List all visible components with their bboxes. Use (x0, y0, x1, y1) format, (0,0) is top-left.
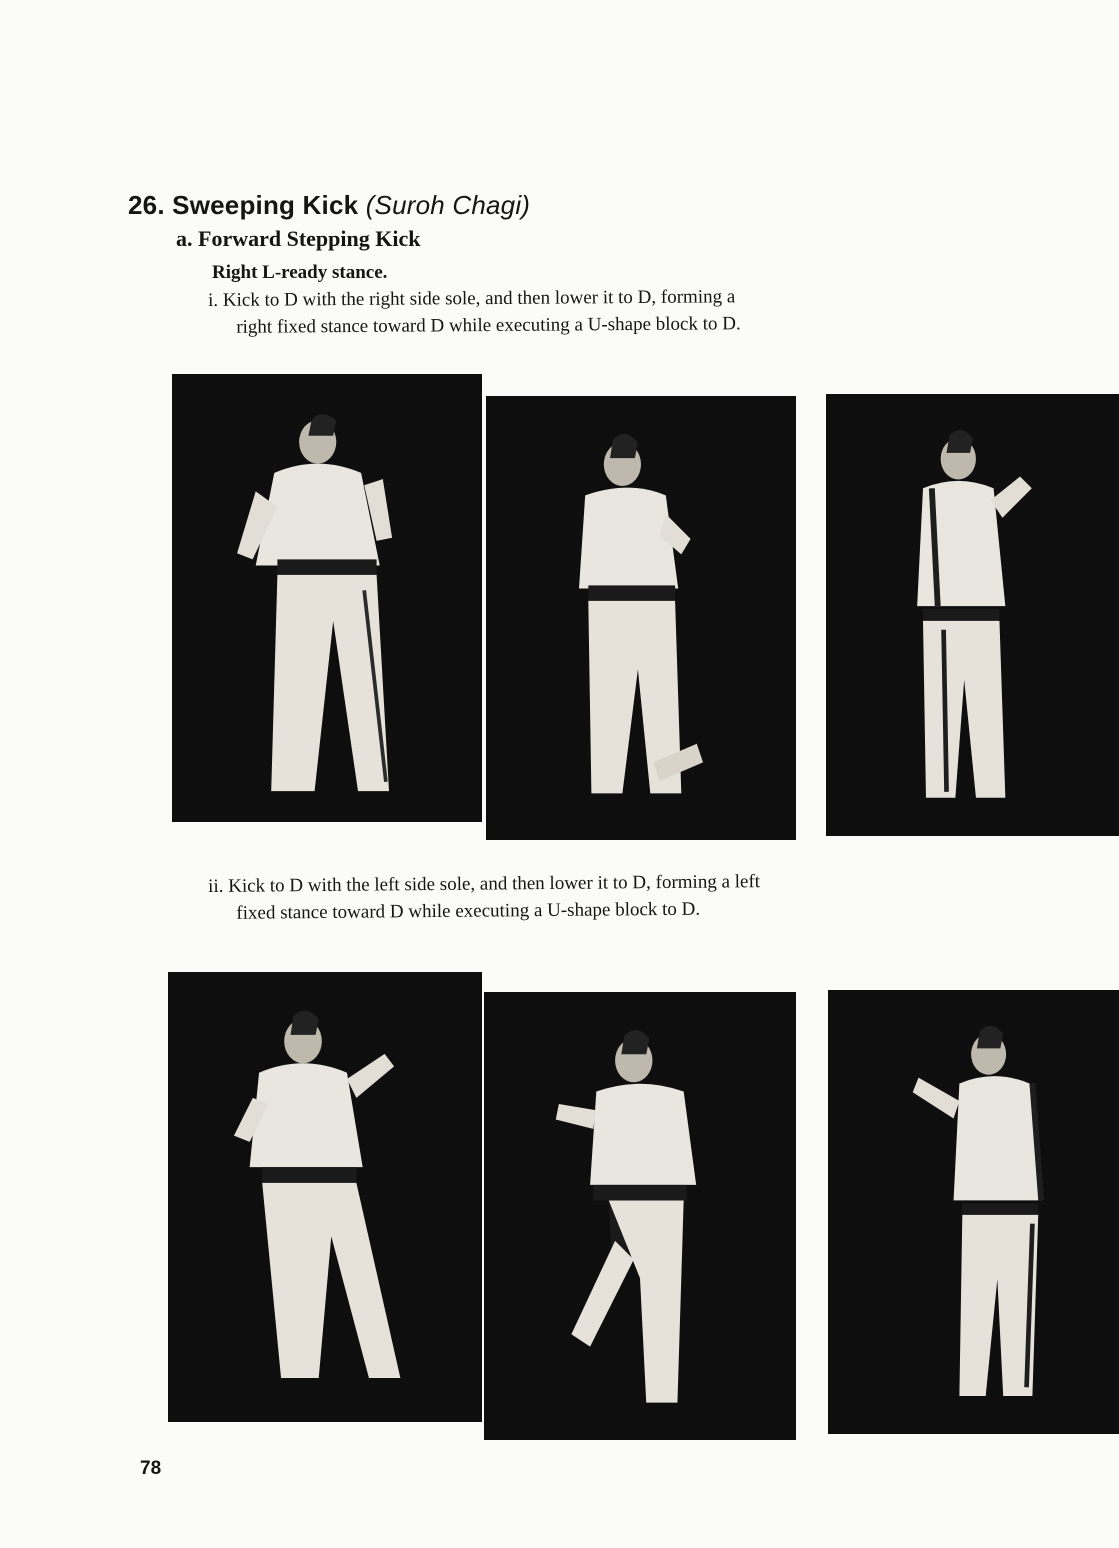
photo-step-i-1 (172, 374, 482, 822)
photo-step-i-2 (486, 396, 796, 840)
section-title (128, 190, 530, 221)
step-ii-line-1: ii. Kick to D with the left side sole, and then lower it to D, forming a left (208, 871, 761, 897)
section-title-main: 26. Sweeping Kick (128, 190, 359, 220)
section-title-korean: (Suroh Chagi) (365, 190, 531, 220)
stance-label: Right L-ready stance. (212, 262, 388, 283)
step-ii-line-2: fixed stance toward D while executing a U-shape block to D. (236, 898, 701, 924)
step-i-text (208, 282, 968, 341)
photo-step-i-3 (826, 394, 1119, 836)
page-number: 78 (140, 1458, 162, 1479)
photo-step-ii-2 (484, 992, 796, 1440)
subsection-heading: a. Forward Stepping Kick (176, 226, 421, 251)
photo-step-ii-1 (168, 972, 482, 1422)
step-ii-text (208, 866, 968, 927)
photo-step-ii-3 (828, 990, 1119, 1434)
step-i-line-2: right fixed stance toward D while executing a U-shape block to D. (236, 313, 741, 338)
step-i-line-1: i. Kick to D with the right side sole, and then lower it to D, forming a (208, 286, 736, 311)
